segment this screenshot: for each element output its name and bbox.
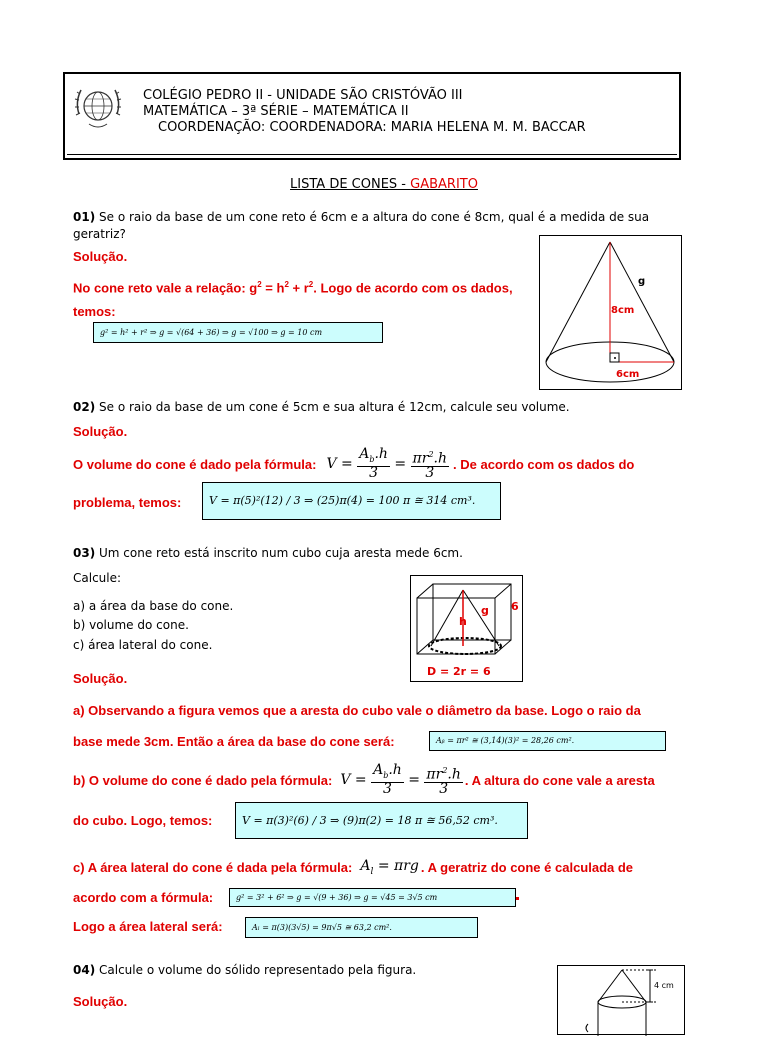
fig-label-edge: 6 — [511, 600, 519, 613]
fig-caption: D = 2r = 6 — [427, 665, 491, 678]
header-line-2: MATEMÁTICA – 3ª SÉRIE – MATEMÁTICA II — [143, 104, 409, 119]
fig-label-r: 6cm — [616, 369, 640, 380]
question-number: 01) — [73, 210, 96, 224]
q1-cone-figure — [539, 235, 682, 390]
q4-solid-figure — [557, 965, 685, 1035]
q3-c-line3: Logo a área lateral será: — [73, 919, 223, 934]
decoration-dot — [516, 897, 519, 900]
q1-formula-box: g² = h² + r² ⇒ g = √(64 + 36) ⇒ g = √100 ⇒ g = 10 cm — [93, 322, 383, 343]
q3-b-formula-box: V = π(3)²(6) / 3 ⇒ (9)π(2) = 18 π ≅ 56,52 cm³. — [235, 802, 528, 839]
question-number: 04) — [73, 963, 96, 977]
question-text: Um cone reto está inscrito num cubo cuja aresta mede 6cm. — [99, 546, 463, 560]
q1-solution-text: No cone reto vale a relação: $g^2 = h^2 + r^2$. Logo de acordo com os dados, temos: — [73, 280, 513, 320]
solution-label-3: Solução. — [73, 671, 128, 686]
q3-a-formula-box: Aᵦ = πr² ≅ (3,14)(3)² = 28,26 cm². — [429, 731, 666, 751]
q3-cube-figure — [410, 575, 523, 682]
question-4 — [73, 962, 416, 979]
question-text: Calcule o volume do sólido representado pela figura. — [99, 963, 417, 977]
fig-label-g: g — [481, 604, 489, 617]
question-number: 02) — [73, 400, 96, 414]
solution-label-2: Solução. — [73, 424, 128, 439]
fig-label-h: 4 cm — [654, 981, 674, 990]
q3-b-line2: do cubo. Logo, temos: — [73, 813, 213, 828]
question-2 — [73, 399, 570, 416]
page-title — [0, 177, 768, 192]
header-line-3: COORDENAÇÃO: COORDENADORA: MARIA HELENA M. M. BACCAR — [158, 120, 586, 135]
q3-item-a: a) a área da base do cone. — [73, 599, 234, 613]
q3-c-line1: c) A área lateral do cone é dada pela fórmula: $A_l = \pi rg$ . A geratriz do cone é calculada de — [73, 858, 634, 877]
title-main: LISTA DE CONES - — [290, 177, 411, 192]
solution-label-4: Solução. — [73, 994, 128, 1009]
q3-c-formula-box-2: Aₗ = π(3)(3√5) = 9π√5 ≅ 63,2 cm². — [245, 917, 478, 938]
q3-c-line2: acordo com a fórmula: — [73, 890, 214, 905]
school-seal-icon — [71, 80, 125, 134]
question-text: Se o raio da base de um cone é 5cm e sua altura é 12cm, calcule seu volume. — [99, 400, 570, 414]
fig-label-h: 8cm — [611, 305, 635, 316]
q2-solution-text-2: problema, temos: — [73, 495, 182, 510]
question-3 — [73, 545, 463, 562]
header-box — [63, 72, 681, 160]
q3-item-b: b) volume do cone. — [73, 618, 189, 632]
q3-calc: Calcule: — [73, 571, 122, 585]
solution-label-1: Solução. — [73, 249, 128, 264]
q3-a-line1: a) Observando a figura vemos que a aresta do cubo vale o diâmetro da base. Logo o raio da — [73, 703, 641, 718]
cone-cylinder-icon — [558, 966, 684, 1036]
fig-label-g: g — [638, 276, 646, 287]
question-number: 03) — [73, 546, 96, 560]
header-line-1: COLÉGIO PEDRO II - UNIDADE SÃO CRISTÓVÃO III — [143, 88, 463, 103]
q3-b-line1: b) O volume do cone é dado pela fórmula: V = $\frac{A_b.h}{3}$ = $\frac{\pi r^2.h}{3}$ . A altura do cone vale a aresta — [73, 762, 655, 797]
q3-c-formula-box-1: g² = 3² + 6² ⇒ g = √(9 + 36) ⇒ g = √45 = 3√5 cm — [229, 888, 516, 907]
q3-item-c: c) área lateral do cone. — [73, 638, 213, 652]
q2-solution-text: O volume do cone é dado pela fórmula: V = $\frac{A_b.h}{3}$ = $\frac{\pi r^2.h}{3}$ . De acordo com os dados do — [73, 446, 635, 481]
q3-a-line2: base mede 3cm. Então a área da base do cone será: — [73, 734, 395, 749]
question-text: Se o raio da base de um cone reto é 6cm e a altura do cone é 8cm, qual é a medida de sua geratriz? — [73, 210, 650, 241]
lateral-area-formula: $A_l = \pi rg$ — [360, 858, 419, 877]
q2-formula-box: V = π(5)²(12) / 3 ⇒ (25)π(4) = 100 π ≅ 314 cm³. — [202, 482, 501, 520]
fig-label-h: h — [459, 615, 467, 628]
volume-formula: V = $\frac{A_b.h}{3}$ = $\frac{\pi r^2.h}{3}$ — [340, 762, 461, 797]
volume-formula: V = $\frac{A_b.h}{3}$ = $\frac{\pi r^2.h}{3}$ — [326, 446, 448, 481]
title-highlight: GABARITO — [410, 177, 478, 192]
